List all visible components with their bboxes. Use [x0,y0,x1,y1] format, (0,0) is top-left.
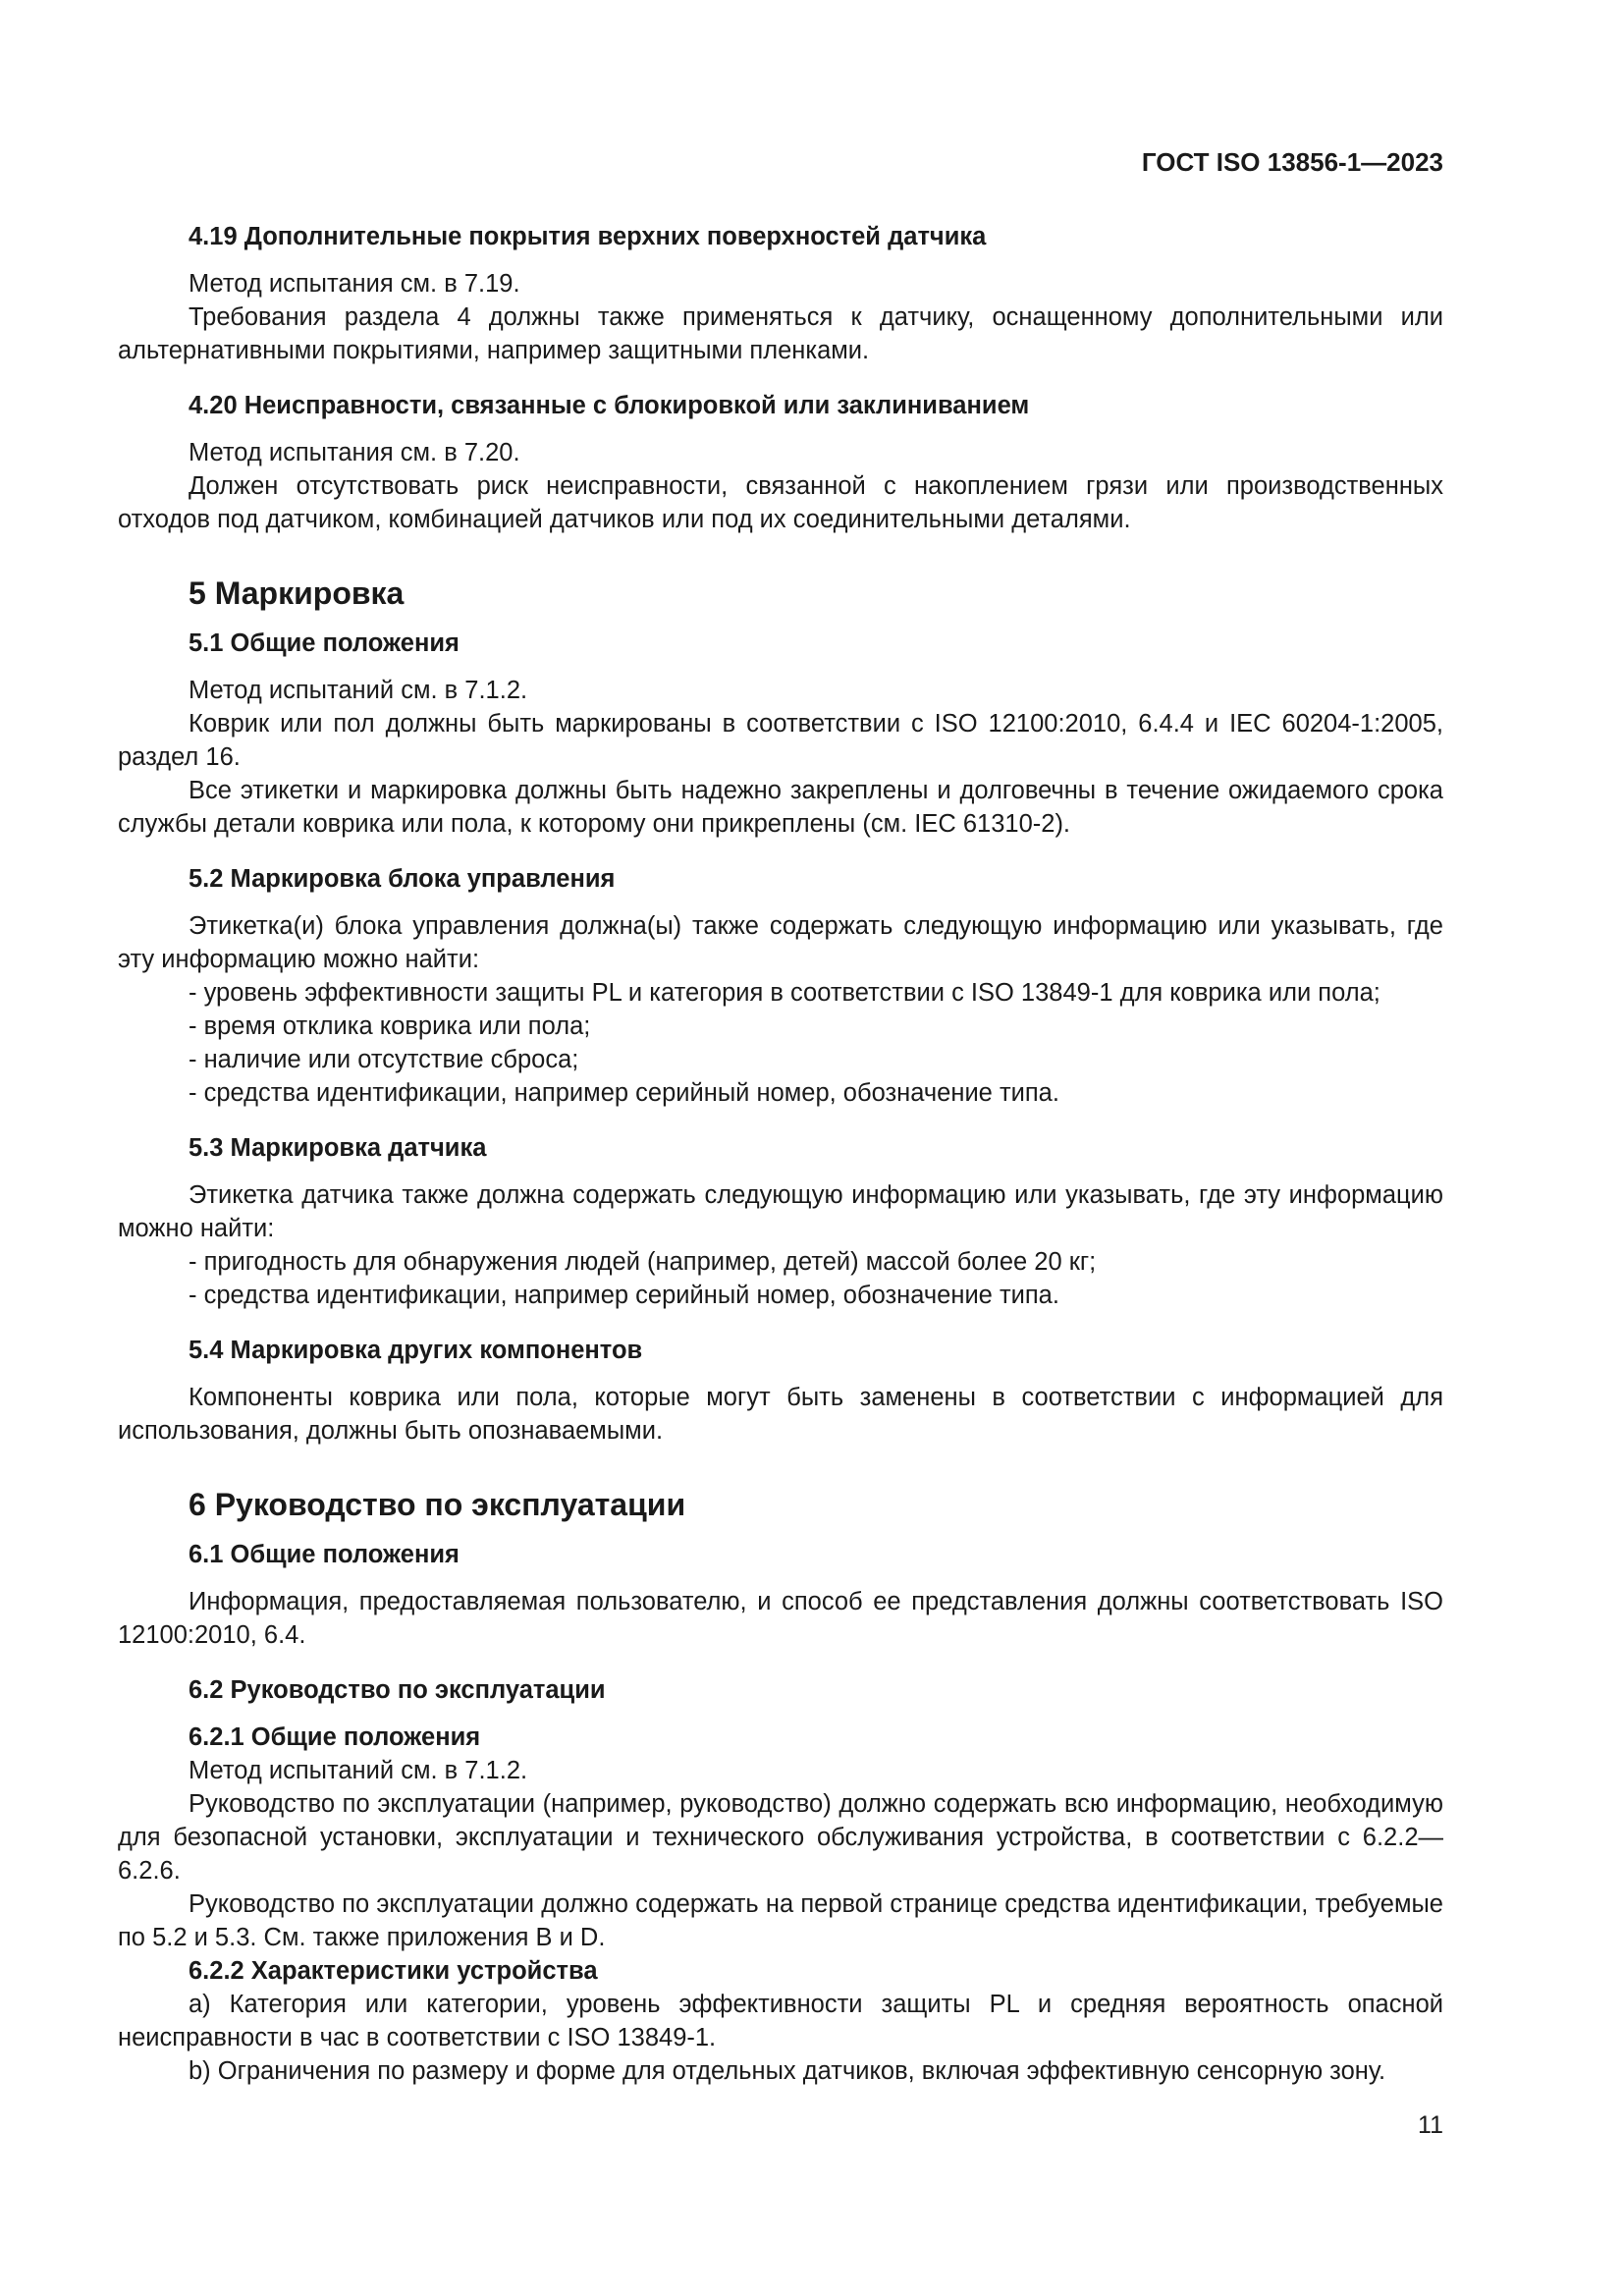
paragraph: Метод испытаний см. в 7.1.2. [189,677,528,704]
list-item: - средства идентификации, например серийный номер, обозначение типа. [189,1079,1059,1107]
section-heading-6-2-1: 6.2.1 Общие положения [189,1723,481,1751]
section-heading-5-4: 5.4 Маркировка других компонентов [189,1337,643,1364]
paragraph: Метод испытаний см. в 7.1.2. [189,1757,528,1784]
document-code-header: ГОСТ ISO 13856-1—2023 [1141,147,1443,177]
paragraph: Коврик или пол должны быть маркированы в соответствии с ISO 12100:2010, 6.4.4 и IEC 60204-1:2005, раздел 16. [118,710,1443,771]
section-heading-5-2: 5.2 Маркировка блока управления [189,865,616,893]
paragraph: Компоненты коврика или пола, которые могут быть заменены в соответствии с информацией для использования, должны быть опознаваемыми. [118,1384,1443,1445]
section-heading-4-20: 4.20 Неисправности, связанные с блокировкой или заклиниванием [189,392,1030,419]
paragraph: Все этикетки и маркировка должны быть надежно закреплены и долговечны в течение ожидаемого срока службы детали коврика или пола, к которому они прикреплены (см. IEC 61310-2). [118,777,1443,838]
paragraph: Требования раздела 4 должны также применяться к датчику, оснащенному дополнительными или альтернативными покрытиями, например защитными пленками. [118,303,1443,364]
paragraph: a) Категория или категории, уровень эффективности защиты PL и средняя вероятность опасной неисправности в час в соответствии с ISO 13849-1. [118,1991,1443,2051]
list-item: - пригодность для обнаружения людей (например, детей) массой более 20 кг; [189,1248,1097,1276]
paragraph: Руководство по эксплуатации должно содержать на первой странице средства идентификации, требуемые по 5.2 и 5.3. См. также приложения В и D. [118,1890,1443,1951]
list-item: - наличие или отсутствие сброса; [189,1046,579,1073]
section-heading-6-2-2: 6.2.2 Характеристики устройства [189,1957,598,1985]
paragraph: Руководство по эксплуатации (например, руководство) должно содержать всю информацию, необходимую для безопасной установки, эксплуатации и технического обслуживания устройства, в соответствии с 6.2.2—6.2.6. [118,1790,1443,1885]
chapter-heading-5: 5 Маркировка [189,575,405,611]
list-item: - средства идентификации, например серийный номер, обозначение типа. [189,1282,1059,1309]
paragraph: Информация, предоставляемая пользователю, и способ ее представления должны соответствовать ISO 12100:2010, 6.4. [118,1588,1443,1649]
paragraph: Этикетка датчика также должна содержать следующую информацию или указывать, где эту информацию можно найти: [118,1181,1443,1242]
paragraph: Метод испытания см. в 7.19. [189,270,520,298]
paragraph: Должен отсутствовать риск неисправности, связанной с накоплением грязи или производственных отходов под датчиком, комбинацией датчиков или под их соединительными деталями. [118,472,1443,533]
paragraph: b) Ограничения по размеру и форме для отдельных датчиков, включая эффективную сенсорную зону. [189,2057,1386,2085]
section-heading-6-2: 6.2 Руководство по эксплуатации [189,1676,606,1704]
paragraph: Метод испытания см. в 7.20. [189,439,520,466]
document-body [118,220,1443,2088]
section-heading-6-1: 6.1 Общие положения [189,1541,460,1568]
section-heading-4-19: 4.19 Дополнительные покрытия верхних поверхностей датчика [189,223,987,250]
paragraph: Этикетка(и) блока управления должна(ы) также содержать следующую информацию или указывать, где эту информацию можно найти: [118,912,1443,973]
list-item: - время отклика коврика или пола; [189,1012,591,1040]
section-heading-5-1: 5.1 Общие положения [189,629,460,657]
list-item: - уровень эффективности защиты PL и категория в соответствии с ISO 13849-1 для коврика или пола; [189,979,1380,1007]
section-heading-5-3: 5.3 Маркировка датчика [189,1134,487,1162]
chapter-heading-6: 6 Руководство по эксплуатации [189,1487,686,1522]
page-number: 11 [1418,2111,1443,2139]
